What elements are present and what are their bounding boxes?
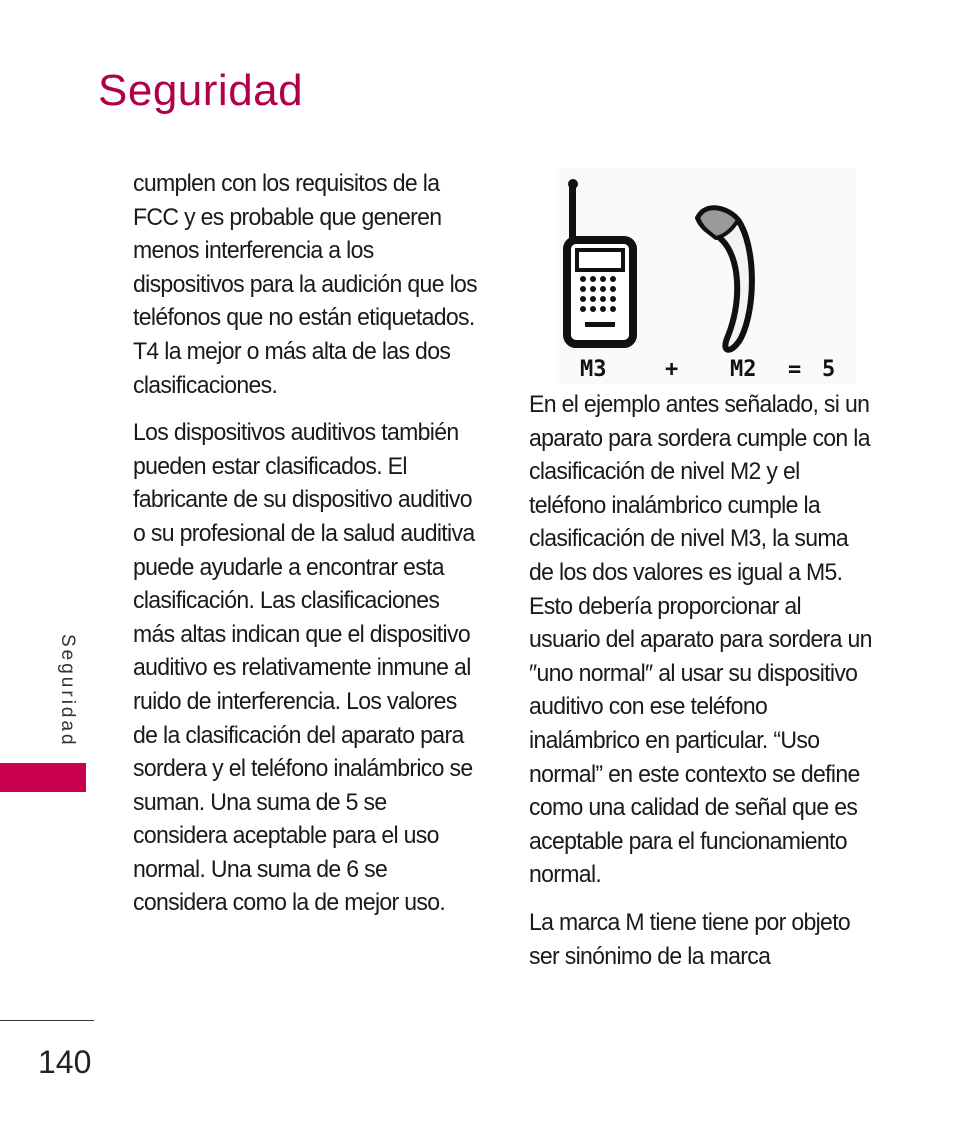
left-column <box>133 167 481 934</box>
section-side-label: Seguridad <box>57 634 78 748</box>
page-title: Seguridad <box>98 66 304 115</box>
footer-rule <box>0 1020 94 1021</box>
section-tab-marker <box>0 763 86 792</box>
paragraph: cumplen con los requisitos de la FCC y es probable que generen menos interferencia a los dispositivos para la audición que los teléfonos que no están etiquetados. T4 la mejor o más alta de las dos clasificaciones. <box>133 170 478 399</box>
sum-value: 5 <box>822 357 836 382</box>
paragraph: La marca M tiene tiene por objeto ser sinónimo de la marca <box>529 908 851 970</box>
rating-illustration-svg <box>556 168 856 384</box>
hearing-aid-rating-label: M2 <box>730 357 757 382</box>
plus-sign: + <box>665 357 679 382</box>
rating-illustration <box>556 168 856 384</box>
page-number: 140 <box>38 1044 92 1080</box>
phone-rating-label: M3 <box>580 357 607 382</box>
right-column <box>529 388 877 987</box>
equals-sign: = <box>788 357 802 382</box>
paragraph: Los dispositivos auditivos también pueden estar clasificados. El fabricante de su dispositivo auditivo o su profesional de la salud auditiva puede ayudarle a encontrar esta clasificación. Las clasificaciones más altas indican que el dispositivo auditivo es relativamente inmune al ruido de interferencia. Los valores de la clasificación del aparato para sordera y el teléfono inalámbrico se suman. Una suma de 5 se considera aceptable para el uso normal. Una suma de 6 se considera como la de mejor uso. <box>133 419 475 917</box>
paragraph: En el ejemplo antes señalado, si un aparato para sordera cumple con la clasificación de nivel M2 y el teléfono inalámbrico cumple la clasificación de nivel M3, la suma de los dos valores es igual a M5. Esto debería proporcionar al usuario del aparato para sordera un ″uno normal″ al usar su dispositivo auditivo con ese teléfono inalámbrico en particular. “Uso normal” en este contexto se define como una calidad de señal que es aceptable para el funcionamiento normal. <box>529 391 872 889</box>
